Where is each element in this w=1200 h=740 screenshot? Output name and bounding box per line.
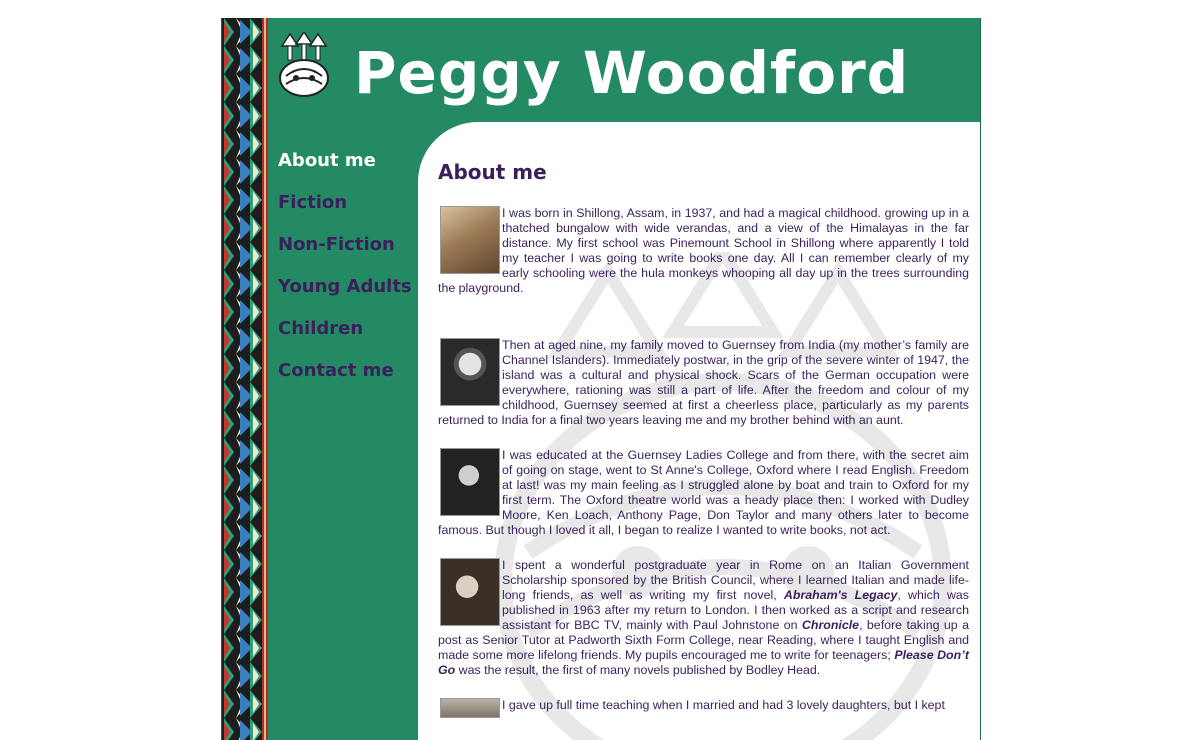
nav-item-about-me[interactable]: About me — [278, 150, 376, 171]
young-woman-photo — [440, 558, 500, 626]
content-body — [438, 158, 969, 740]
page-heading: About me — [438, 160, 547, 184]
girl-photo — [440, 338, 500, 406]
family-photo — [440, 698, 500, 718]
programme-title-chronicle: Chronicle — [801, 618, 860, 632]
paragraph-text: I gave up full time teaching when I married and had 3 lovely daughters, but I kept — [502, 698, 945, 712]
main-nav — [278, 146, 418, 398]
paragraph-childhood — [438, 206, 969, 296]
paragraph-text: was the result, the first of many novels published by Bodley Head. — [455, 663, 821, 677]
nav-item-contact-me[interactable]: Contact me — [278, 360, 394, 381]
nav-item-children[interactable]: Children — [278, 318, 364, 339]
paragraph-guernsey — [438, 338, 969, 428]
paragraph-text: I was educated at the Guernsey Ladies College and from there, with the secret aim of going on stage, went to St Anne's College, Oxford where I read English. Freedom at last! was my main feeling as I struggled alone by boat and train to Oxford for my first term. The Oxford theatre world was a heady place then: I worked with Dudley Moore, Ken Loach, Anthony Page, Don Taylor and many others later to become famous. But though I loved it all, I began to realize I wanted to write books, not act. — [438, 448, 969, 537]
paragraph-text: , which was published in 1963 after my return to London. I then worked as a script and research assistant for BBC TV, mainly with Paul Johnstone on — [502, 588, 969, 632]
nav-item-fiction[interactable]: Fiction — [278, 192, 348, 213]
logo-icon — [278, 32, 330, 98]
book-title-please-dont-go: Please Don’t Go — [438, 648, 969, 677]
childhood-photo — [440, 206, 500, 274]
student-photo — [440, 448, 500, 516]
paragraph-oxford — [438, 448, 969, 538]
page — [221, 18, 981, 740]
paragraph-text: Then at aged nine, my family moved to Guernsey from India (my mother’s family are Channel Islanders). Immediately postwar, in the grip of the severe winter of 1947, the island was a cultural and physical shock. Scars of the German occupation were everywhere, rationing was still a part of life. After the freedom and colour of my childhood, Guernsey seemed at first a cheerless place, particularly as my parents returned to India for a final two years leaving me and my brother behind with an aunt. — [438, 338, 969, 427]
paragraph-text: , before taking up a post as Senior Tutor at Padworth Sixth Form College, near Reading, where I taught English and made some more lifelong friends. My pupils encouraged me to write for teenagers; — [438, 618, 969, 662]
site-title: Peggy Woodford — [354, 39, 910, 107]
decorative-border — [222, 18, 268, 740]
book-title-abrahams-legacy: Abraham's Legacy — [783, 588, 898, 602]
paragraph-text: I was born in Shillong, Assam, in 1937, and had a magical childhood. growing up in a thatched bungalow with wide verandas, and a view of the Himalayas in the far distance. My first school was Pinemount School in Shillong where apparently I told my teacher I was going to write books one day. All I can remember clearly of my early schooling were the hula monkeys whooping all day up in the trees surrounding the playground. — [438, 206, 969, 295]
header — [268, 18, 980, 122]
paragraph-family — [438, 698, 969, 720]
nav-item-non-fiction[interactable]: Non-Fiction — [278, 234, 395, 255]
nav-item-young-adults[interactable]: Young Adults — [278, 276, 412, 297]
paragraph-rome — [438, 558, 969, 678]
main-content — [418, 122, 980, 740]
paragraph-text: I spent a wonderful postgraduate year in Rome on an Italian Government Scholarship sponsored by the British Council, where I learned Italian and made life-long friends, as well as writing my first novel, — [502, 558, 969, 602]
